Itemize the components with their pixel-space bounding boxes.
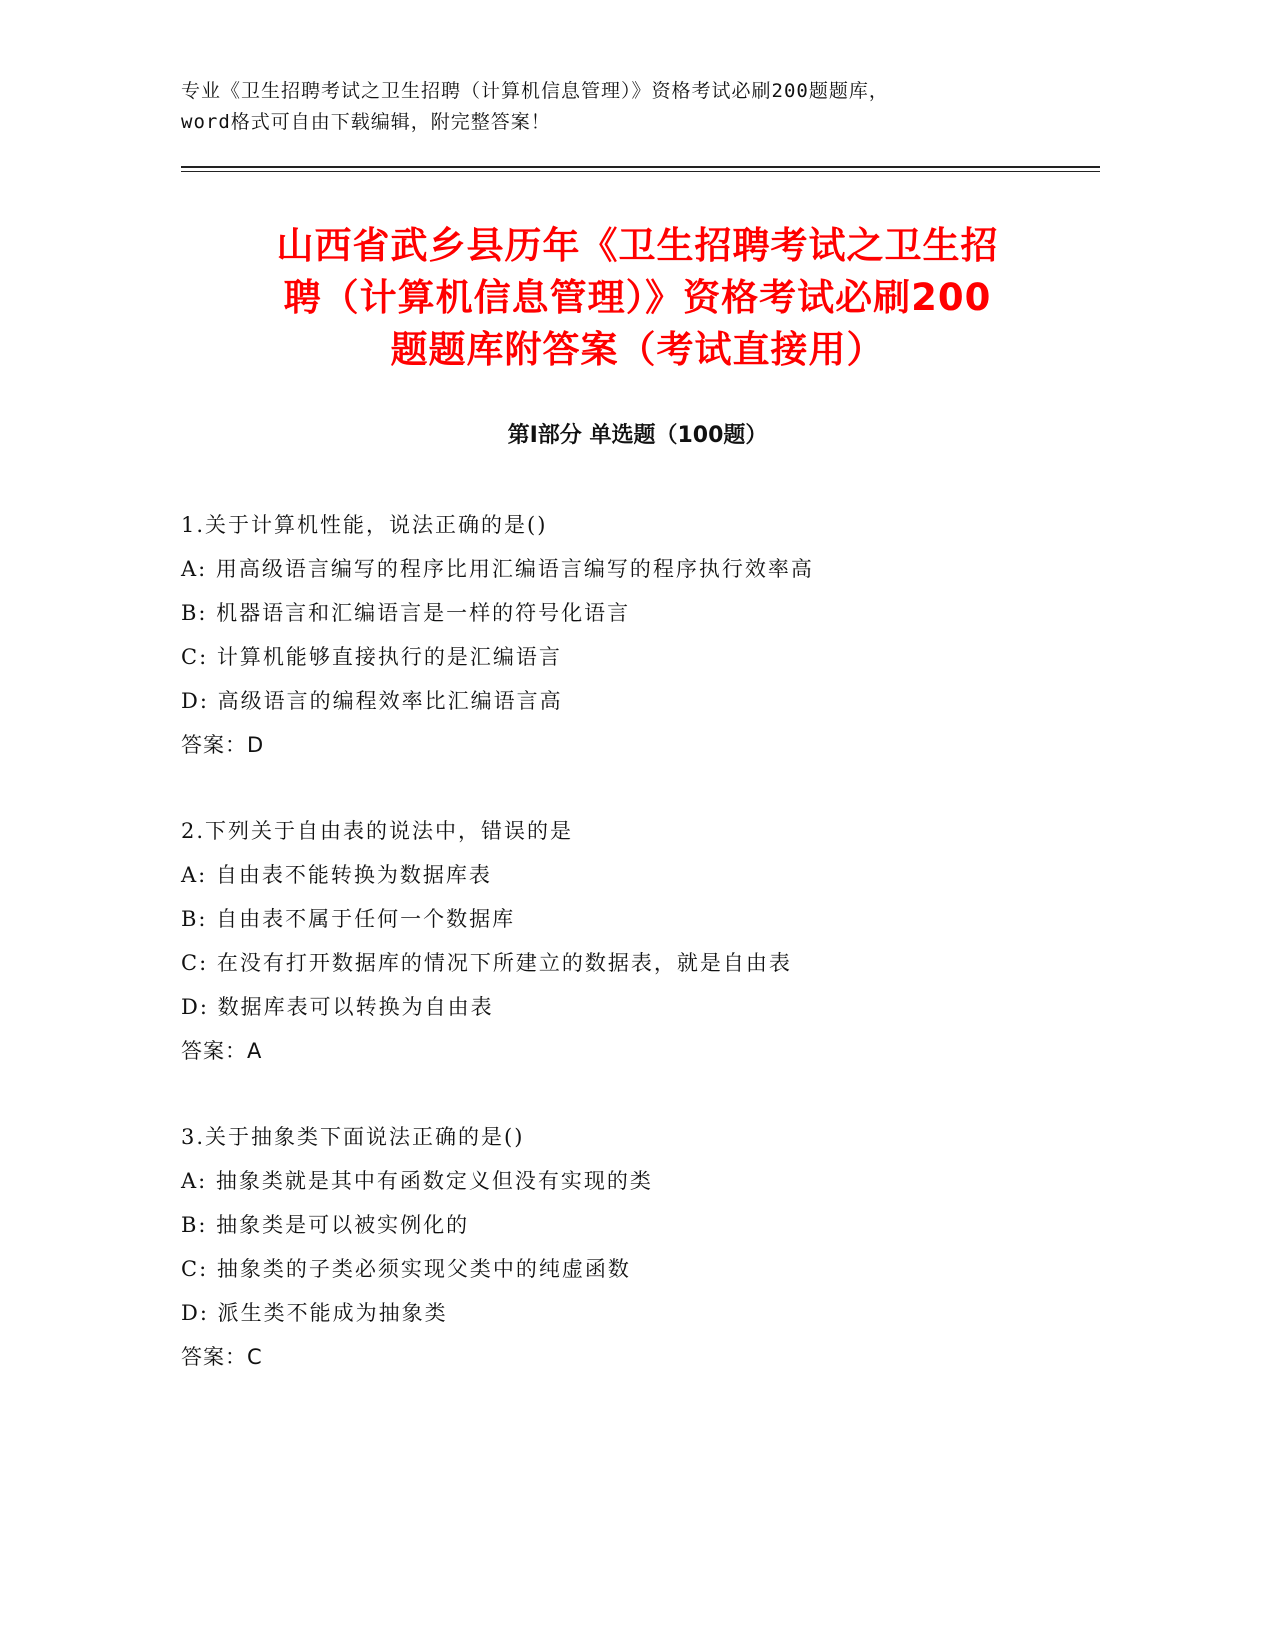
section-heading: 第Ⅰ部分 单选题（100题） xyxy=(507,423,768,448)
title-line-2: 聘（计算机信息管理）》资格考试必刷200 xyxy=(283,276,992,319)
question-stem: 1.关于计算机性能，说法正确的是() xyxy=(181,513,548,537)
answer-line: 答案：C xyxy=(181,1345,263,1369)
answer-line: 答案：D xyxy=(181,733,265,757)
option-d: D: 派生类不能成为抽象类 xyxy=(181,1301,448,1325)
question-2 xyxy=(181,816,1131,1080)
option-b: B: 抽象类是可以被实例化的 xyxy=(181,1213,470,1237)
header-line-2: word格式可自由下载编辑，附完整答案！ xyxy=(181,111,551,133)
header-divider-thin xyxy=(181,171,1100,172)
title-line-3: 题题库附答案（考试直接用） xyxy=(390,328,885,371)
option-a: A: 用高级语言编写的程序比用汇编语言编写的程序执行效率高 xyxy=(181,557,814,581)
question-stem: 3.关于抽象类下面说法正确的是() xyxy=(181,1125,525,1149)
option-c: C: 抽象类的子类必须实现父类中的纯虚函数 xyxy=(181,1257,631,1281)
option-c: C: 在没有打开数据库的情况下所建立的数据表，就是自由表 xyxy=(181,951,792,975)
option-b: B: 机器语言和汇编语言是一样的符号化语言 xyxy=(181,601,631,625)
option-d: D: 高级语言的编程效率比汇编语言高 xyxy=(181,689,563,713)
option-a: A: 自由表不能转换为数据库表 xyxy=(181,863,492,887)
document-title xyxy=(170,220,1105,376)
question-stem: 2.下列关于自由表的说法中，错误的是 xyxy=(181,819,574,843)
question-3 xyxy=(181,1122,1131,1386)
option-d: D: 数据库表可以转换为自由表 xyxy=(181,995,494,1019)
option-a: A: 抽象类就是其中有函数定义但没有实现的类 xyxy=(181,1169,653,1193)
question-1 xyxy=(181,510,1131,774)
option-c: C: 计算机能够直接执行的是汇编语言 xyxy=(181,645,562,669)
header-divider xyxy=(181,166,1100,168)
option-b: B: 自由表不属于任何一个数据库 xyxy=(181,907,516,931)
answer-line: 答案：A xyxy=(181,1039,263,1063)
header-line-1: 专业《卫生招聘考试之卫生招聘（计算机信息管理）》资格考试必刷200题题库， xyxy=(181,80,889,102)
title-line-1: 山西省武乡县历年《卫生招聘考试之卫生招 xyxy=(276,224,999,267)
